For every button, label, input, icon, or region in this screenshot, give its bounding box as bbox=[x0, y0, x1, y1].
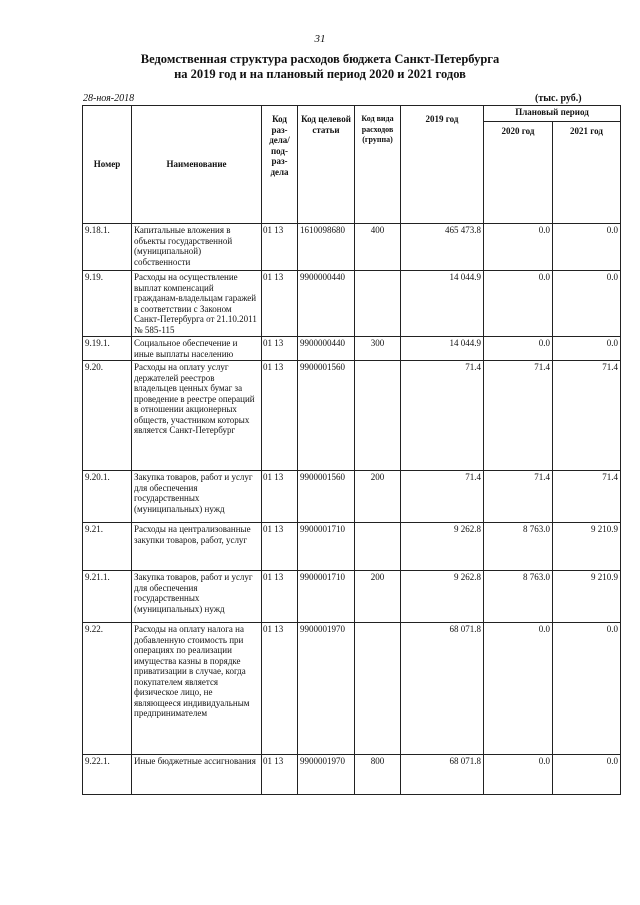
cell-number: 9.21. bbox=[83, 523, 132, 571]
cell-type: 400 bbox=[355, 224, 401, 271]
cell-y2021: 0.0 bbox=[553, 623, 621, 755]
cell-y2020: 0.0 bbox=[484, 623, 553, 755]
cell-number: 9.22. bbox=[83, 623, 132, 755]
cell-section: 01 13 bbox=[262, 361, 298, 471]
header-name: Наименование bbox=[132, 106, 262, 224]
cell-y2020: 8 763.0 bbox=[484, 523, 553, 571]
cell-target: 9900001560 bbox=[298, 471, 355, 523]
cell-y2021: 0.0 bbox=[553, 271, 621, 337]
cell-y2020: 71.4 bbox=[484, 471, 553, 523]
cell-y2019: 71.4 bbox=[401, 471, 484, 523]
cell-y2021: 9 210.9 bbox=[553, 571, 621, 623]
cell-y2021: 0.0 bbox=[553, 224, 621, 271]
cell-y2019: 9 262.8 bbox=[401, 523, 484, 571]
cell-type bbox=[355, 271, 401, 337]
header-planned-period: Плановый период bbox=[484, 106, 621, 122]
cell-y2020: 0.0 bbox=[484, 224, 553, 271]
cell-y2021: 71.4 bbox=[553, 361, 621, 471]
cell-type bbox=[355, 523, 401, 571]
header-section-code: Код раз- дела/ под- раз- дела bbox=[262, 106, 298, 224]
cell-type bbox=[355, 623, 401, 755]
cell-type: 800 bbox=[355, 755, 401, 795]
cell-name: Иные бюджетные ассигнования bbox=[132, 755, 262, 795]
cell-section: 01 13 bbox=[262, 224, 298, 271]
cell-target: 1610098680 bbox=[298, 224, 355, 271]
budget-table bbox=[82, 105, 621, 795]
cell-section: 01 13 bbox=[262, 523, 298, 571]
cell-y2019: 68 071.8 bbox=[401, 623, 484, 755]
cell-type: 300 bbox=[355, 337, 401, 361]
header-expense-type-code: Код вида расходов (группа) bbox=[355, 106, 401, 224]
cell-y2019: 9 262.8 bbox=[401, 571, 484, 623]
header-2021: 2021 год bbox=[553, 122, 621, 224]
cell-y2019: 71.4 bbox=[401, 361, 484, 471]
cell-name: Закупка товаров, работ и услуг для обеспечения государственных (муниципальных) нужд bbox=[132, 471, 262, 523]
cell-number: 9.20.1. bbox=[83, 471, 132, 523]
cell-section: 01 13 bbox=[262, 571, 298, 623]
cell-section: 01 13 bbox=[262, 337, 298, 361]
cell-target: 9900001710 bbox=[298, 523, 355, 571]
table-row bbox=[83, 271, 621, 337]
header-2020: 2020 год bbox=[484, 122, 553, 224]
header-2019: 2019 год bbox=[401, 106, 484, 224]
table-row bbox=[83, 471, 621, 523]
cell-target: 9900001970 bbox=[298, 623, 355, 755]
units-label: (тыс. руб.) bbox=[535, 93, 582, 104]
cell-name: Расходы на осуществление выплат компенсаций гражданам-владельцам гаражей в соответствии с Законом Санкт-Петербурга от 21.10.2011 № 585-115 bbox=[132, 271, 262, 337]
cell-type: 200 bbox=[355, 471, 401, 523]
cell-target: 9900001560 bbox=[298, 361, 355, 471]
cell-name: Социальное обеспечение и иные выплаты населению bbox=[132, 337, 262, 361]
title-line-2: на 2019 год и на плановый период 2020 и 2021 годов bbox=[174, 67, 466, 81]
cell-number: 9.18.1. bbox=[83, 224, 132, 271]
cell-y2021: 71.4 bbox=[553, 471, 621, 523]
table-row bbox=[83, 755, 621, 795]
cell-number: 9.19.1. bbox=[83, 337, 132, 361]
cell-y2021: 0.0 bbox=[553, 755, 621, 795]
cell-name: Расходы на оплату налога на добавленную стоимость при операциях по реализации имущества казны в порядке приватизации в случае, когда покупателем является физическое лицо, не являющееся индивидуальным предпринимателем bbox=[132, 623, 262, 755]
cell-type bbox=[355, 361, 401, 471]
cell-section: 01 13 bbox=[262, 755, 298, 795]
cell-target: 9900000440 bbox=[298, 337, 355, 361]
cell-name: Расходы на централизованные закупки товаров, работ, услуг bbox=[132, 523, 262, 571]
cell-name: Закупка товаров, работ и услуг для обеспечения государственных (муниципальных) нужд bbox=[132, 571, 262, 623]
cell-y2020: 0.0 bbox=[484, 337, 553, 361]
cell-name: Расходы на оплату услуг держателей реестров владельцев ценных бумаг за проведение в реестре операций в отношении акционерных обществ, участником которых является Санкт-Петербург bbox=[132, 361, 262, 471]
cell-y2019: 68 071.8 bbox=[401, 755, 484, 795]
cell-number: 9.22.1. bbox=[83, 755, 132, 795]
table-row bbox=[83, 623, 621, 755]
cell-y2019: 14 044.9 bbox=[401, 271, 484, 337]
table-row bbox=[83, 571, 621, 623]
table-body bbox=[83, 224, 621, 795]
cell-target: 9900001970 bbox=[298, 755, 355, 795]
cell-target: 9900001710 bbox=[298, 571, 355, 623]
cell-number: 9.21.1. bbox=[83, 571, 132, 623]
cell-type: 200 bbox=[355, 571, 401, 623]
cell-y2019: 465 473.8 bbox=[401, 224, 484, 271]
cell-y2021: 0.0 bbox=[553, 337, 621, 361]
table-row bbox=[83, 361, 621, 471]
table-row bbox=[83, 523, 621, 571]
table-row bbox=[83, 337, 621, 361]
cell-y2020: 0.0 bbox=[484, 755, 553, 795]
table-row bbox=[83, 224, 621, 271]
cell-y2020: 0.0 bbox=[484, 271, 553, 337]
header-target-code: Код целевой статьи bbox=[298, 106, 355, 224]
cell-number: 9.19. bbox=[83, 271, 132, 337]
document-date: 28-ноя-2018 bbox=[83, 93, 135, 104]
cell-section: 01 13 bbox=[262, 271, 298, 337]
cell-number: 9.20. bbox=[83, 361, 132, 471]
cell-section: 01 13 bbox=[262, 471, 298, 523]
cell-y2021: 9 210.9 bbox=[553, 523, 621, 571]
cell-name: Капитальные вложения в объекты государственной (муниципальной) собственности bbox=[132, 224, 262, 271]
document-title bbox=[0, 52, 640, 82]
cell-target: 9900000440 bbox=[298, 271, 355, 337]
header-number: Номер bbox=[83, 106, 132, 224]
cell-section: 01 13 bbox=[262, 623, 298, 755]
cell-y2020: 71.4 bbox=[484, 361, 553, 471]
title-line-1: Ведомственная структура расходов бюджета Санкт-Петербурга bbox=[140, 52, 500, 66]
cell-y2019: 14 044.9 bbox=[401, 337, 484, 361]
page-number: 31 bbox=[314, 33, 326, 45]
cell-y2020: 8 763.0 bbox=[484, 571, 553, 623]
